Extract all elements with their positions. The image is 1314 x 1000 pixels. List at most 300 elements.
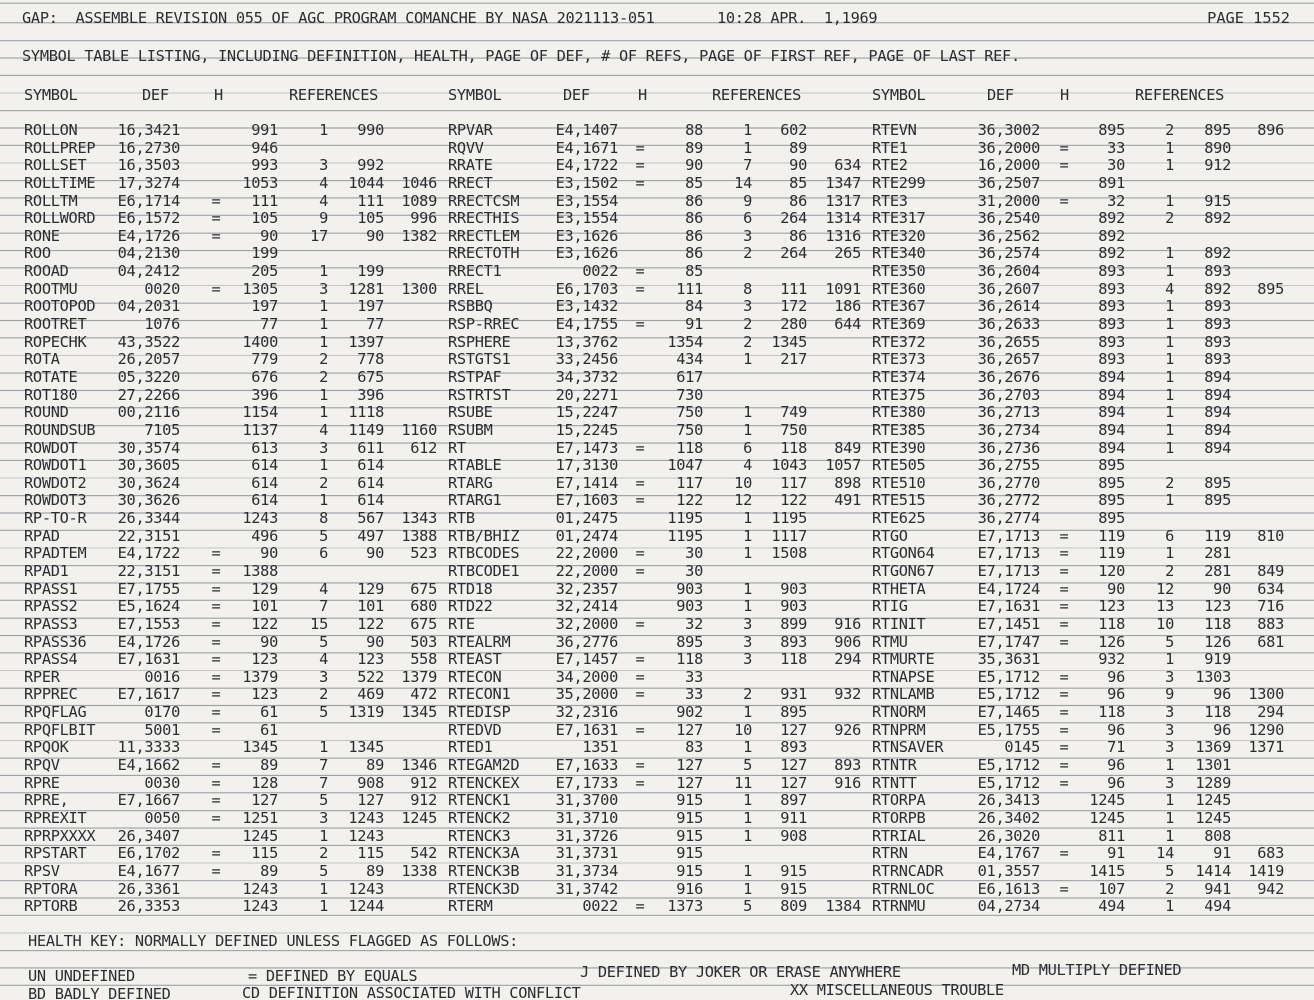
symbol-name: RPPREC xyxy=(24,685,78,704)
symbol-name: RTE510 xyxy=(872,473,926,492)
ref-count: 1 xyxy=(1165,350,1174,369)
def-value: E6,1714 xyxy=(117,191,180,210)
table-row xyxy=(0,828,1314,846)
ref-count: 3 xyxy=(319,156,328,175)
ref-count: 1 xyxy=(319,297,328,316)
def-value: 36,2770 xyxy=(977,473,1040,492)
symbol-name: ROLLTM xyxy=(24,191,78,210)
def-value: E3,1432 xyxy=(555,297,618,316)
def-page: 891 xyxy=(1098,173,1125,192)
symbol-name: RPRE, xyxy=(24,791,69,810)
first-ref-page: 567 xyxy=(357,509,384,528)
def-page: 77 xyxy=(260,315,278,334)
def-page: 916 xyxy=(676,879,703,898)
def-value: 36,2736 xyxy=(977,438,1040,457)
last-ref-page: 1382 xyxy=(401,226,437,245)
last-ref-page: 523 xyxy=(410,544,437,563)
ref-count: 1 xyxy=(743,579,752,598)
column-header-references: REFERENCES xyxy=(289,86,379,104)
last-ref-page: 1384 xyxy=(825,897,861,916)
symbol-name: RTMURTE xyxy=(872,650,935,669)
ref-count: 5 xyxy=(319,632,328,651)
column-header-row xyxy=(0,87,1314,105)
ref-count: 2 xyxy=(1165,121,1174,139)
ref-count: 1 xyxy=(319,456,328,475)
health-flag: = xyxy=(211,279,221,298)
def-page: 84 xyxy=(685,297,703,316)
def-page: 894 xyxy=(1098,420,1125,439)
health-flag: = xyxy=(1059,526,1069,545)
def-value: 15,2247 xyxy=(555,403,618,422)
symbol-name: ROLLTIME xyxy=(24,173,96,192)
first-ref-page: 280 xyxy=(780,315,807,334)
last-ref-page: 683 xyxy=(1257,844,1284,863)
def-page: 119 xyxy=(1098,526,1125,545)
def-page: 892 xyxy=(1098,244,1125,263)
def-value: 5001 xyxy=(144,720,180,739)
ref-count: 2 xyxy=(319,685,328,704)
symbol-name: RTEALRM xyxy=(448,632,511,651)
health-flag: = xyxy=(635,315,645,334)
def-value: 04,2130 xyxy=(117,244,180,263)
last-ref-page: 916 xyxy=(834,773,861,792)
health-flag: = xyxy=(211,650,221,669)
first-ref-page: 911 xyxy=(780,808,807,827)
def-value: E4,1722 xyxy=(555,156,618,175)
last-ref-page: 1419 xyxy=(1248,861,1284,880)
def-value: E7,1713 xyxy=(977,526,1040,545)
def-value: 15,2245 xyxy=(555,420,618,439)
def-page: 893 xyxy=(1098,332,1125,351)
last-ref-page: 503 xyxy=(410,632,437,651)
def-value: 36,2655 xyxy=(977,332,1040,351)
def-page: 90 xyxy=(260,226,278,245)
ref-count: 5 xyxy=(1165,632,1174,651)
first-ref-page: 893 xyxy=(1204,350,1231,369)
ref-count: 1 xyxy=(1165,156,1174,175)
def-page: 127 xyxy=(676,773,703,792)
ref-count: 1 xyxy=(1165,808,1174,827)
health-key-title: HEALTH KEY: NORMALLY DEFINED UNLESS FLAGGED AS FOLLOWS: xyxy=(28,932,519,950)
first-ref-page: 281 xyxy=(1204,562,1231,580)
health-key-conflict: CD DEFINITION ASSOCIATED WITH CONFLICT xyxy=(242,984,581,1000)
symbol-name: RTENCK2 xyxy=(448,808,511,827)
symbol-name: RTE317 xyxy=(872,209,926,228)
health-flag: = xyxy=(635,473,645,492)
health-flag: = xyxy=(635,773,645,792)
ref-count: 1 xyxy=(1165,650,1174,669)
ref-count: 2 xyxy=(319,367,328,386)
def-value: 0022 xyxy=(582,262,618,281)
symbol-name: RTB xyxy=(448,509,475,528)
def-page: 903 xyxy=(676,579,703,598)
symbol-name: RP-TO-R xyxy=(24,509,87,528)
def-value: E5,1712 xyxy=(977,756,1040,775)
first-ref-page: 1244 xyxy=(348,897,384,916)
def-page: 1245 xyxy=(1089,808,1125,827)
first-ref-page: 90 xyxy=(1213,579,1231,598)
ref-count: 11 xyxy=(734,773,752,792)
def-value: 13,3762 xyxy=(555,332,618,351)
def-page: 779 xyxy=(251,350,278,369)
def-value: 0022 xyxy=(582,897,618,916)
def-value: E4,1767 xyxy=(977,844,1040,863)
def-value: E7,1451 xyxy=(977,614,1040,633)
def-value: 16,3421 xyxy=(117,121,180,139)
def-page: 993 xyxy=(251,156,278,175)
health-flag: = xyxy=(1059,632,1069,651)
symbol-name: RTHETA xyxy=(872,579,926,598)
symbol-name: RTNTT xyxy=(872,773,917,792)
first-ref-page: 908 xyxy=(780,826,807,845)
first-ref-page: 119 xyxy=(1204,526,1231,545)
first-ref-page: 895 xyxy=(1204,491,1231,510)
def-value: E4,1726 xyxy=(117,632,180,651)
ref-count: 3 xyxy=(743,632,752,651)
def-page: 119 xyxy=(1098,544,1125,563)
health-flag: = xyxy=(1059,156,1069,175)
last-ref-page: 1343 xyxy=(401,509,437,528)
first-ref-page: 497 xyxy=(357,526,384,545)
def-page: 614 xyxy=(251,456,278,475)
symbol-name: RTGON67 xyxy=(872,562,935,580)
last-ref-page: 942 xyxy=(1257,879,1284,898)
table-row xyxy=(0,440,1314,458)
column-header-symbol: SYMBOL xyxy=(872,86,926,104)
first-ref-page: 893 xyxy=(1204,332,1231,351)
last-ref-page: 1245 xyxy=(401,808,437,827)
ref-count: 1 xyxy=(319,315,328,334)
symbol-name: RTRIAL xyxy=(872,826,926,845)
symbol-name: RT xyxy=(448,438,466,457)
table-row xyxy=(0,281,1314,299)
table-row xyxy=(0,863,1314,881)
def-page: 197 xyxy=(251,297,278,316)
symbol-name: RTENCK3D xyxy=(448,879,520,898)
def-page: 1251 xyxy=(242,808,278,827)
def-page: 730 xyxy=(676,385,703,404)
def-value: E4,1407 xyxy=(555,121,618,139)
column-header-references: REFERENCES xyxy=(1135,86,1225,104)
def-value: E3,1554 xyxy=(555,209,618,228)
table-row xyxy=(0,581,1314,599)
ref-count: 1 xyxy=(1165,403,1174,422)
first-ref-page: 127 xyxy=(780,756,807,775)
def-value: 31,3731 xyxy=(555,844,618,863)
table-row xyxy=(0,616,1314,634)
def-page: 126 xyxy=(1098,632,1125,651)
last-ref-page: 932 xyxy=(834,685,861,704)
health-flag: = xyxy=(211,720,221,739)
def-page: 1053 xyxy=(242,173,278,192)
ref-count: 4 xyxy=(319,173,328,192)
def-page: 1400 xyxy=(242,332,278,351)
ref-count: 7 xyxy=(743,156,752,175)
symbol-name: RTNORM xyxy=(872,703,926,722)
first-ref-page: 675 xyxy=(357,367,384,386)
def-page: 122 xyxy=(251,614,278,633)
def-value: 34,2000 xyxy=(555,667,618,686)
first-ref-page: 602 xyxy=(780,121,807,139)
def-value: 04,2031 xyxy=(117,297,180,316)
symbol-name: RSPHERE xyxy=(448,332,511,351)
first-ref-page: 750 xyxy=(780,420,807,439)
ref-count: 1 xyxy=(743,879,752,898)
ref-count: 1 xyxy=(743,420,752,439)
symbol-name: ROT180 xyxy=(24,385,78,404)
first-ref-page: 893 xyxy=(1204,315,1231,334)
def-value: 26,3344 xyxy=(117,509,180,528)
symbol-name: RTE320 xyxy=(872,226,926,245)
def-page: 115 xyxy=(251,844,278,863)
symbol-name: RTECON1 xyxy=(448,685,511,704)
def-page: 32 xyxy=(1107,191,1125,210)
symbol-name: RTBCODE1 xyxy=(448,562,520,580)
symbol-name: RTE375 xyxy=(872,385,926,404)
def-value: E7,1633 xyxy=(555,756,618,775)
def-value: E7,1733 xyxy=(555,773,618,792)
health-flag: = xyxy=(635,685,645,704)
first-ref-page: 264 xyxy=(780,244,807,263)
def-value: 26,3413 xyxy=(977,791,1040,810)
last-ref-page: 1057 xyxy=(825,456,861,475)
last-ref-page: 1346 xyxy=(401,756,437,775)
first-ref-page: 264 xyxy=(780,209,807,228)
health-flag: = xyxy=(635,138,645,157)
last-ref-page: 1314 xyxy=(825,209,861,228)
symbol-name: RPRPXXXX xyxy=(24,826,96,845)
def-value: 36,2633 xyxy=(977,315,1040,334)
first-ref-page: 86 xyxy=(789,226,807,245)
first-ref-page: 494 xyxy=(1204,897,1231,916)
table-row xyxy=(0,739,1314,757)
ref-count: 17 xyxy=(310,226,328,245)
column-header-symbol: SYMBOL xyxy=(448,86,502,104)
first-ref-page: 1369 xyxy=(1195,738,1231,757)
last-ref-page: 612 xyxy=(410,438,437,457)
def-value: 43,3522 xyxy=(117,332,180,351)
def-value: 26,3407 xyxy=(117,826,180,845)
health-flag: = xyxy=(635,438,645,457)
symbol-name: ROUND xyxy=(24,403,69,422)
ref-count: 1 xyxy=(319,121,328,139)
def-value: E3,1554 xyxy=(555,191,618,210)
first-ref-page: 894 xyxy=(1204,420,1231,439)
last-ref-page: 675 xyxy=(410,614,437,633)
def-value: 32,2414 xyxy=(555,597,618,616)
def-value: 0050 xyxy=(144,808,180,827)
ref-count: 9 xyxy=(743,191,752,210)
first-ref-page: 749 xyxy=(780,403,807,422)
first-ref-page: 101 xyxy=(357,597,384,616)
def-value: E7,1755 xyxy=(117,579,180,598)
column-header-def: DEF xyxy=(142,86,169,104)
first-ref-page: 86 xyxy=(789,191,807,210)
first-ref-page: 127 xyxy=(780,720,807,739)
def-value: 36,2776 xyxy=(555,632,618,651)
health-flag: = xyxy=(635,173,645,192)
symbol-name: RTEAST xyxy=(448,650,502,669)
def-page: 895 xyxy=(1098,121,1125,139)
first-ref-page: 96 xyxy=(1213,685,1231,704)
ref-count: 12 xyxy=(734,491,752,510)
symbol-name: RTE360 xyxy=(872,279,926,298)
first-ref-page: 614 xyxy=(357,456,384,475)
first-ref-page: 903 xyxy=(780,579,807,598)
first-ref-page: 1303 xyxy=(1195,667,1231,686)
def-page: 86 xyxy=(685,244,703,263)
symbol-name: RTABLE xyxy=(448,456,502,475)
first-ref-page: 117 xyxy=(780,473,807,492)
ref-count: 3 xyxy=(319,279,328,298)
ref-count: 5 xyxy=(319,791,328,810)
first-ref-page: 614 xyxy=(357,473,384,492)
health-flag: = xyxy=(1059,756,1069,775)
def-value: E4,1677 xyxy=(117,861,180,880)
symbol-name: RTE380 xyxy=(872,403,926,422)
def-page: 88 xyxy=(685,121,703,139)
last-ref-page: 542 xyxy=(410,844,437,863)
def-page: 1388 xyxy=(242,562,278,580)
ref-count: 6 xyxy=(1165,526,1174,545)
symbol-name: RSUBE xyxy=(448,403,493,422)
def-value: 20,2271 xyxy=(555,385,618,404)
def-value: 0030 xyxy=(144,773,180,792)
def-value: 30,3624 xyxy=(117,473,180,492)
def-value: 32,2316 xyxy=(555,703,618,722)
def-page: 118 xyxy=(676,438,703,457)
symbol-name: RTED1 xyxy=(448,738,493,757)
def-value: E6,1703 xyxy=(555,279,618,298)
def-page: 90 xyxy=(260,544,278,563)
symbol-name: RPQV xyxy=(24,756,60,775)
first-ref-page: 1414 xyxy=(1195,861,1231,880)
health-key-equals: = DEFINED BY EQUALS xyxy=(248,967,418,985)
def-page: 91 xyxy=(685,315,703,334)
symbol-name: RPASS4 xyxy=(24,650,78,669)
symbol-name: RTMU xyxy=(872,632,908,651)
health-flag: = xyxy=(1059,544,1069,563)
def-page: 915 xyxy=(676,861,703,880)
last-ref-page: 716 xyxy=(1257,597,1284,616)
def-value: E6,1613 xyxy=(977,879,1040,898)
def-value: 30,3574 xyxy=(117,438,180,457)
first-ref-page: 808 xyxy=(1204,826,1231,845)
def-value: 33,2456 xyxy=(555,350,618,369)
first-ref-page: 1301 xyxy=(1195,756,1231,775)
first-ref-page: 892 xyxy=(1204,244,1231,263)
def-value: 22,2000 xyxy=(555,544,618,563)
last-ref-page: 1300 xyxy=(401,279,437,298)
symbol-name: RRATE xyxy=(448,156,493,175)
def-page: 123 xyxy=(1098,597,1125,616)
def-value: E7,1713 xyxy=(977,544,1040,563)
symbol-name: RTGON64 xyxy=(872,544,935,563)
table-row xyxy=(0,792,1314,810)
def-page: 1047 xyxy=(667,456,703,475)
def-value: 1351 xyxy=(582,738,618,757)
first-ref-page: 199 xyxy=(357,262,384,281)
ref-count: 1 xyxy=(319,491,328,510)
last-ref-page: 634 xyxy=(834,156,861,175)
first-ref-page: 894 xyxy=(1204,367,1231,386)
table-row xyxy=(0,845,1314,863)
ref-count: 4 xyxy=(319,579,328,598)
table-row xyxy=(0,175,1314,193)
table-row xyxy=(0,140,1314,158)
first-ref-page: 118 xyxy=(1204,703,1231,722)
health-flag: = xyxy=(635,756,645,775)
def-value: 31,2000 xyxy=(977,191,1040,210)
first-ref-page: 1281 xyxy=(348,279,384,298)
ref-count: 1 xyxy=(743,791,752,810)
first-ref-page: 1319 xyxy=(348,703,384,722)
ref-count: 1 xyxy=(319,738,328,757)
health-flag: = xyxy=(1059,667,1069,686)
def-page: 129 xyxy=(251,579,278,598)
def-value: 36,2774 xyxy=(977,509,1040,528)
last-ref-page: 1046 xyxy=(401,173,437,192)
first-ref-page: 1117 xyxy=(771,526,807,545)
first-ref-page: 892 xyxy=(1204,279,1231,298)
last-ref-page: 294 xyxy=(834,650,861,669)
def-page: 118 xyxy=(1098,703,1125,722)
ref-count: 5 xyxy=(319,861,328,880)
symbol-name: RTENCK1 xyxy=(448,791,511,810)
symbol-name: RTORPA xyxy=(872,791,926,810)
def-value: E3,1626 xyxy=(555,244,618,263)
def-page: 903 xyxy=(676,597,703,616)
first-ref-page: 123 xyxy=(357,650,384,669)
table-row xyxy=(0,457,1314,475)
ref-count: 3 xyxy=(319,667,328,686)
def-page: 991 xyxy=(251,121,278,139)
symbol-name: RTE390 xyxy=(872,438,926,457)
first-ref-page: 129 xyxy=(357,579,384,598)
def-page: 111 xyxy=(676,279,703,298)
def-page: 122 xyxy=(676,491,703,510)
ref-count: 1 xyxy=(1165,367,1174,386)
def-value: 32,2000 xyxy=(555,614,618,633)
def-value: E4,1671 xyxy=(555,138,618,157)
def-page: 750 xyxy=(676,403,703,422)
column-header-symbol: SYMBOL xyxy=(24,86,78,104)
health-flag: = xyxy=(635,614,645,633)
def-page: 750 xyxy=(676,420,703,439)
first-ref-page: 90 xyxy=(366,544,384,563)
def-value: 0170 xyxy=(144,703,180,722)
ref-count: 9 xyxy=(1165,685,1174,704)
symbol-name: RTECON xyxy=(448,667,502,686)
symbol-name: RRECTOTH xyxy=(448,244,520,263)
symbol-name: RTE374 xyxy=(872,367,926,386)
health-flag: = xyxy=(635,279,645,298)
table-row xyxy=(0,881,1314,899)
def-value: 0016 xyxy=(144,667,180,686)
def-page: 895 xyxy=(1098,456,1125,475)
def-page: 396 xyxy=(251,385,278,404)
health-flag: = xyxy=(211,844,221,863)
def-value: 36,2607 xyxy=(977,279,1040,298)
def-value: 36,2507 xyxy=(977,173,1040,192)
ref-count: 1 xyxy=(1165,244,1174,263)
def-page: 118 xyxy=(676,650,703,669)
ref-count: 7 xyxy=(319,773,328,792)
ref-count: 2 xyxy=(1165,562,1174,580)
symbol-name: RSBBQ xyxy=(448,297,493,316)
health-flag: = xyxy=(211,861,221,880)
symbol-name: ROPECHK xyxy=(24,332,87,351)
